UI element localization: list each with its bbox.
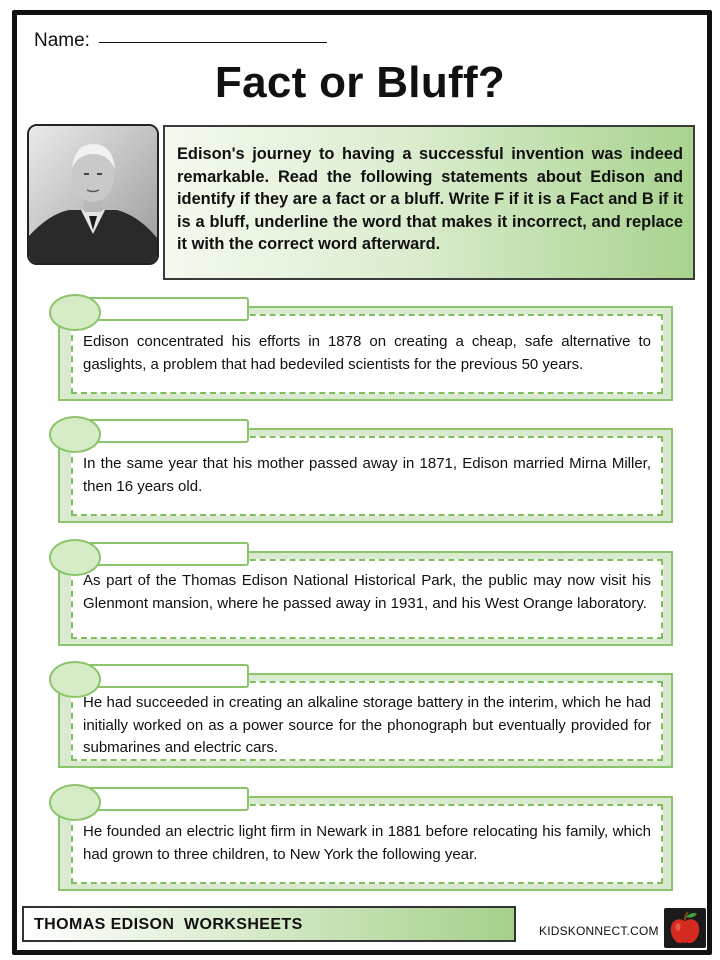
page-title: Fact or Bluff? — [214, 58, 506, 107]
statement-text-4: He had succeeded in creating an alkaline storage battery in the interim, which he had initially worked on as a power source for the phonograph but eventually provided for submarines and electric cars. — [71, 681, 663, 761]
answer-oval-1[interactable] — [49, 294, 101, 331]
statement-card-2 — [45, 416, 675, 531]
statement-text-3: As part of the Thomas Edison National Historical Park, the public may now visit his Glenmont mansion, where he passed away in 1931, and his West Orange laboratory. — [71, 559, 663, 639]
name-blank-line[interactable] — [99, 42, 327, 43]
edison-portrait — [27, 124, 159, 265]
apple-logo — [664, 908, 706, 948]
apple-icon — [664, 908, 706, 948]
statement-text-1: Edison concentrated his efforts in 1878 on creating a cheap, safe alternative to gaslights, a problem that had bedeviled scientists for the previous 50 years. — [71, 314, 663, 394]
answer-oval-5[interactable] — [49, 784, 101, 821]
name-label: Name: — [34, 30, 90, 51]
statement-card-5 — [45, 784, 675, 899]
statement-card-1 — [45, 294, 675, 409]
statement-card-3 — [45, 539, 675, 654]
answer-oval-2[interactable] — [49, 416, 101, 453]
statement-text-5: He founded an electric light firm in Newark in 1881 before relocating his family, which had grown to three children, to New York the following year. — [71, 804, 663, 884]
site-name: KIDSKONNECT.COM — [539, 924, 659, 938]
statement-text-2: In the same year that his mother passed away in 1871, Edison married Mirna Miller, then 16 years old. — [71, 436, 663, 516]
instructions-box: Edison's journey to having a successful invention was indeed remarkable. Read the following statements about Edison and identify if they are a fact or a bluff. Write F if it is a Fact and B if it is a bluff, underline the word that makes it incorrect, and replace it with the correct word afterward. — [163, 125, 695, 280]
footer-title: THOMAS EDISON WORKSHEETS — [22, 906, 516, 942]
answer-oval-3[interactable] — [49, 539, 101, 576]
answer-oval-4[interactable] — [49, 661, 101, 698]
statement-card-4 — [45, 661, 675, 776]
name-field — [34, 30, 327, 52]
